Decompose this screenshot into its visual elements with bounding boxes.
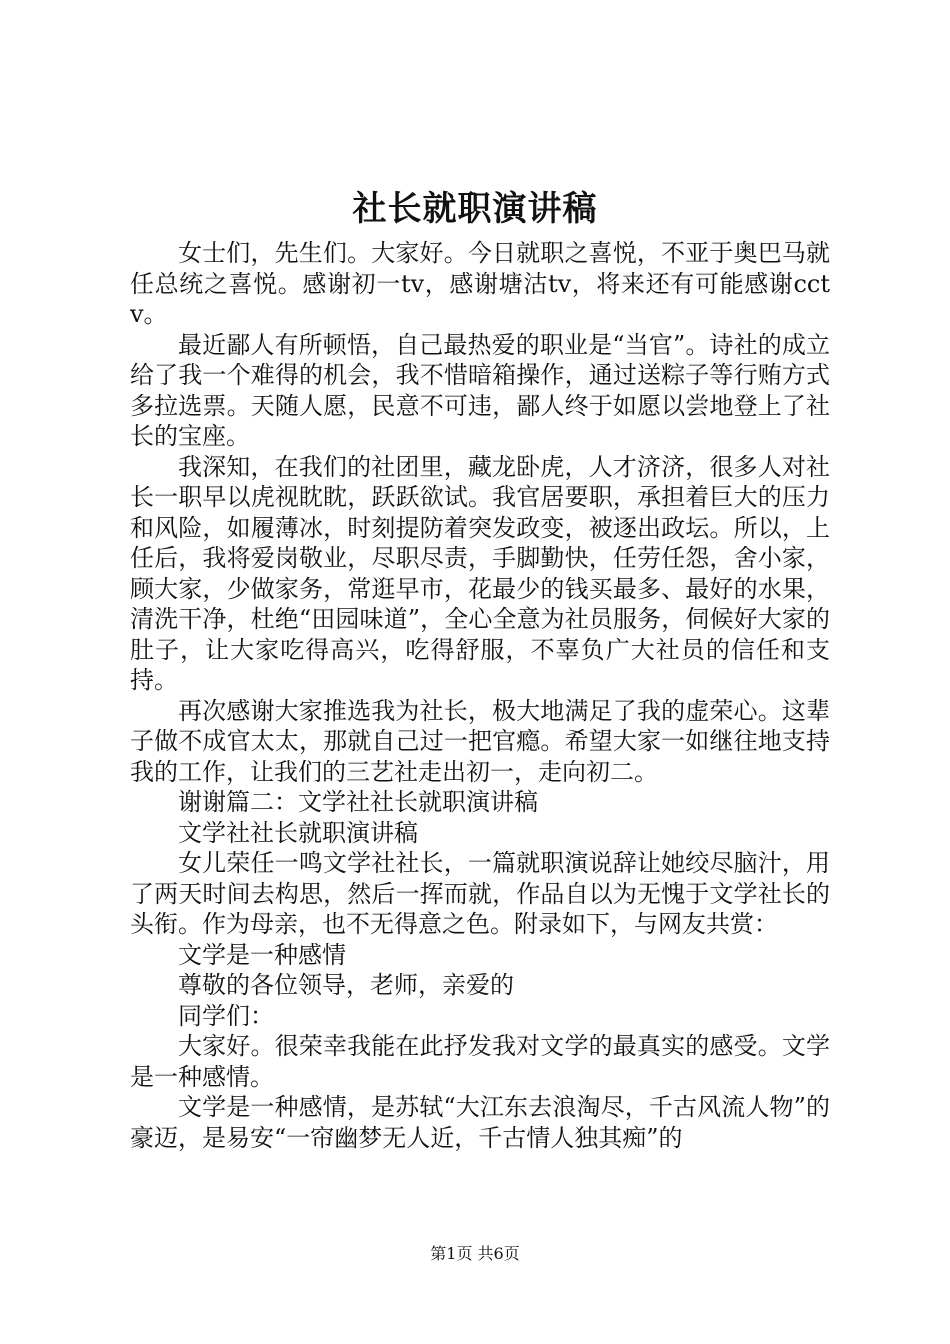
paragraph: 我深知，在我们的社团里，藏龙卧虎，人才济济，很多人对社长一职早以虎视眈眈，跃跃欲试。我官居要职，承担着巨大的压力和风险，如履薄冰，时刻提防着突发政变，被逐出政坛。所以，上任后，我将爱岗敬业，尽职尽责，手脚勤快，任劳任怨，舍小家，顾大家，少做家务，常逛早市，花最少的钱买最多、最好的水果，清洗干净，杜绝“田园味道”，全心全意为社员服务，伺候好大家的肚子，让大家吃得高兴，吃得舒服，不辜负广大社员的信任和支持。: [130, 452, 830, 694]
document-body: [130, 238, 830, 1153]
speech-title: 文学是一种感情: [178, 940, 346, 969]
paragraph: 文学是一种感情，是苏轼“大江东去浪淘尽，千古风流人物”的豪迈，是易安“一帘幽梦无人近，千古情人独其痴”的: [130, 1093, 830, 1152]
section-title: 文学社社长就职演讲稿: [178, 818, 418, 847]
paragraph: 大家好。很荣幸我能在此抒发我对文学的最真实的感受。文学是一种感情。: [130, 1032, 830, 1091]
salutation-line: 尊敬的各位领导，老师，亲爱的: [178, 971, 514, 999]
paragraph: 女士们，先生们。大家好。今日就职之喜悦，不亚于奥巴马就任总统之喜悦。感谢初一tv，感谢塘沽tv，将来还有可能感谢cctv。: [130, 239, 830, 328]
paragraph: 谢谢篇二：文学社社长就职演讲稿: [178, 788, 538, 816]
document-title: 社长就职演讲稿: [352, 189, 598, 229]
paragraph: 最近鄙人有所顿悟，自己最热爱的职业是“当官”。诗社的成立给了我一个难得的机会，我不惜暗箱操作，通过送粽子等行贿方式多拉选票。天随人愿，民意不可违，鄙人终于如愿以尝地登上了社长的宝座。: [130, 330, 830, 450]
paragraph: 再次感谢大家推选我为社长，极大地满足了我的虚荣心。这辈子做不成官太太，那就自己过一把官瘾。希望大家一如继往地支持我的工作，让我们的三艺社走出初一，走向初二。: [130, 696, 830, 786]
page-number-footer: 第1页 共6页: [430, 1244, 520, 1263]
paragraph: 女儿荣任一鸣文学社社长，一篇就职演说辞让她绞尽脑汁，用了两天时间去构思，然后一挥而就，作品自以为无愧于文学社长的头衔。作为母亲，也不无得意之色。附录如下，与网友共赏：: [130, 849, 830, 938]
salutation-line: 同学们：: [178, 1001, 274, 1030]
